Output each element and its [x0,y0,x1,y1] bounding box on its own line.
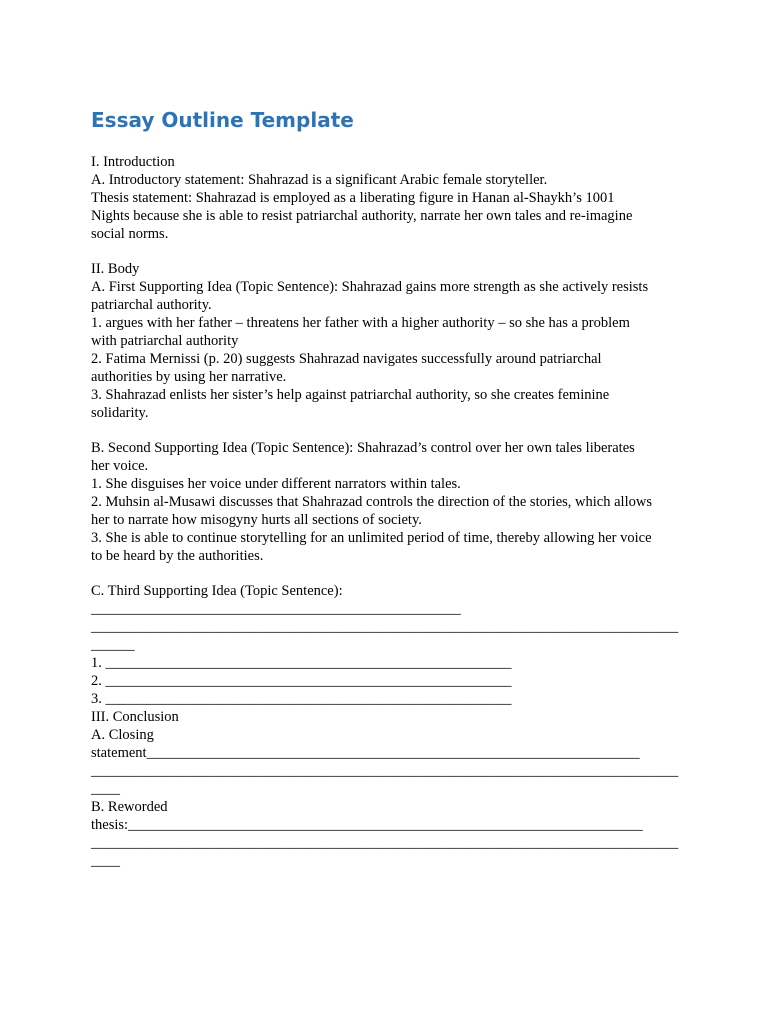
reworded-thesis-blank-3: ____ [91,853,120,869]
point-1-line-2: with patriarchal authority [91,333,239,349]
second-supporting-idea-line-1: B. Second Supporting Idea (Topic Sentence): Shahrazad’s control over her own tales liberates [91,440,635,456]
point-3-line-2: solidarity. [91,405,149,421]
topic-sentence-blank-3: ______ [91,637,135,653]
document-body [91,106,681,870]
body-section-c [91,582,681,708]
second-supporting-idea-line-2: her voice. [91,458,149,474]
third-supporting-idea: C. Third Supporting Idea (Topic Sentence): [91,583,343,599]
page-title: Essay Outline Template [91,108,354,132]
body-section-b [91,439,681,565]
closing-statement-blank-1: statement____________________________________________________________________ [91,745,640,761]
point-3-line-2: to be heard by the authorities. [91,548,264,564]
point-1-line-1: 1. argues with her father – threatens her father with a higher authority – so she has a problem [91,315,630,331]
reworded-thesis-blank-2: _________________________________________________________________________________ [91,835,679,851]
introduction-section [91,153,681,243]
closing-label: A. Closing [91,727,154,743]
point-3-line-1: 3. Shahrazad enlists her sister’s help against patriarchal authority, so she creates feminine [91,387,610,403]
body-heading: II. Body [91,261,140,277]
first-supporting-idea-line-2: patriarchal authority. [91,297,212,313]
topic-sentence-blank-1: ___________________________________________________ [91,601,461,617]
point-1-blank: 1. ________________________________________________________ [91,655,512,671]
reworded-label: B. Reworded [91,799,168,815]
topic-sentence-blank-2: _________________________________________________________________________________ [91,619,679,635]
reworded-thesis-blank-1: thesis:_______________________________________________________________________ [91,817,643,833]
introduction-heading: I. Introduction [91,154,175,170]
point-3-blank: 3. ________________________________________________________ [91,691,512,707]
point-2-line-2: authorities by using her narrative. [91,369,287,385]
point-3-line-1: 3. She is able to continue storytelling for an unlimited period of time, thereby allowing her voice [91,530,652,546]
introductory-statement: A. Introductory statement: Shahrazad is a significant Arabic female storyteller. [91,172,548,188]
thesis-statement-line-2: Nights because she is able to resist patriarchal authority, narrate her own tales and re-imagine [91,208,633,224]
first-supporting-idea-line-1: A. First Supporting Idea (Topic Sentence): Shahrazad gains more strength as she actively resists [91,279,649,295]
closing-statement-blank-3: ____ [91,781,120,797]
conclusion-heading: III. Conclusion [91,709,179,725]
point-2-line-2: her to narrate how misogyny hurts all sections of society. [91,512,422,528]
closing-statement-blank-2: _________________________________________________________________________________ [91,763,679,779]
conclusion-section [91,708,681,870]
thesis-statement-line-3: social norms. [91,226,169,242]
point-2-line-1: 2. Fatima Mernissi (p. 20) suggests Shahrazad navigates successfully around patriarchal [91,351,602,367]
paragraph-gap [91,565,681,582]
thesis-statement-line-1: Thesis statement: Shahrazad is employed as a liberating figure in Hanan al-Shaykh’s 1001 [91,190,615,206]
point-2-blank: 2. ________________________________________________________ [91,673,512,689]
body-section-a [91,260,681,422]
paragraph-gap [91,422,681,439]
point-2-line-1: 2. Muhsin al-Musawi discusses that Shahrazad controls the direction of the stories, which allows [91,494,652,510]
point-1: 1. She disguises her voice under different narrators within tales. [91,476,461,492]
paragraph-gap [91,243,681,260]
